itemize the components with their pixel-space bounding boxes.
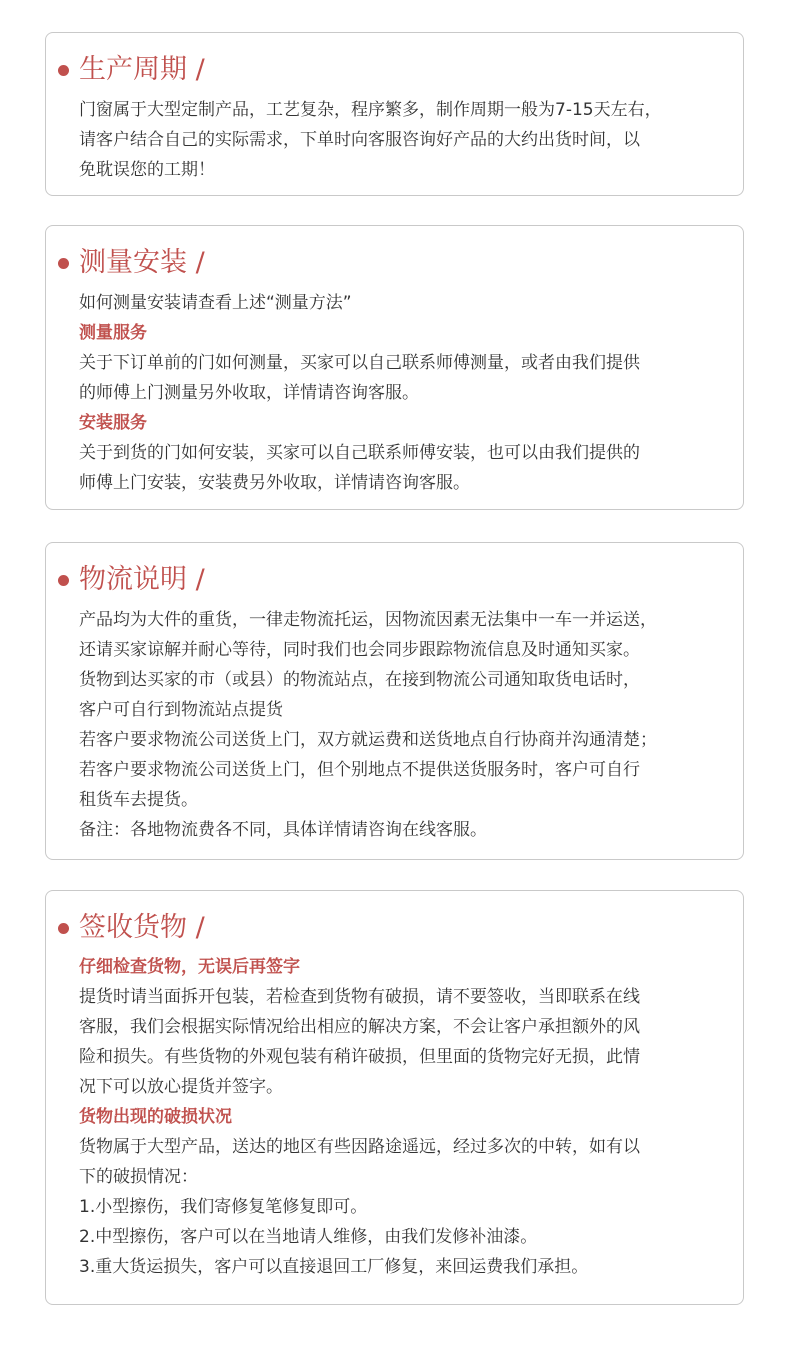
- paragraph-line: 客服，我们会根据实际情况给出相应的解决方案，不会让客户承担额外的风: [79, 1017, 640, 1037]
- bullet-dot-icon: [58, 65, 69, 76]
- section-production-cycle: [45, 32, 744, 196]
- paragraph-line: 的师傅上门测量另外收取，详情请咨询客服。: [79, 383, 419, 403]
- paragraph-line: 客户可自行到物流站点提货: [79, 700, 283, 720]
- paragraph-line: 请客户结合自己的实际需求，下单时向客服咨询好产品的大约出货时间，以: [79, 130, 640, 150]
- section-body: [79, 952, 729, 1282]
- subheading-inspect-goods: 仔细检查货物，无误后再签字: [79, 957, 300, 977]
- paragraph-line: 险和损失。有些货物的外观包装有稍许破损，但里面的货物完好无损，此情: [79, 1047, 640, 1067]
- paragraph-line: 免耽误您的工期！: [79, 160, 215, 180]
- paragraph-line: 况下可以放心提货并签字。: [79, 1077, 283, 1097]
- section-title: 生产周期 /: [79, 54, 205, 85]
- paragraph-line: 提货时请当面拆开包装，若检查到货物有破损，请不要签收，当即联系在线: [79, 987, 640, 1007]
- section-body: [79, 95, 729, 185]
- list-item: 3.重大货运损失，客户可以直接退回工厂修复，来回运费我们承担。: [79, 1257, 589, 1277]
- paragraph-line: 货物属于大型产品，送达的地区有些因路途遥远，经过多次的中转，如有以: [79, 1137, 640, 1157]
- bullet-dot-icon: [58, 923, 69, 934]
- section-title: 测量安装 /: [79, 247, 205, 278]
- bullet-dot-icon: [58, 258, 69, 269]
- subheading-damage-status: 货物出现的破损状况: [79, 1107, 232, 1127]
- paragraph-line: 关于下订单前的门如何测量，买家可以自己联系师傅测量，或者由我们提供: [79, 353, 640, 373]
- paragraph-line: 还请买家谅解并耐心等待，同时我们也会同步跟踪物流信息及时通知买家。: [79, 640, 640, 660]
- section-header: [58, 563, 205, 597]
- paragraph-line: 下的破损情况：: [79, 1167, 198, 1187]
- paragraph-line: 租货车去提货。: [79, 790, 198, 810]
- list-item: 1.小型擦伤，我们寄修复笔修复即可。: [79, 1197, 368, 1217]
- paragraph-line: 货物到达买家的市（或县）的物流站点，在接到物流公司通知取货电话时，: [79, 670, 640, 690]
- paragraph-line: 若客户要求物流公司送货上门，双方就运费和送货地点自行协商并沟通清楚；: [79, 730, 657, 750]
- paragraph-line: 备注：各地物流费各不同，具体详情请咨询在线客服。: [79, 820, 487, 840]
- section-title: 物流说明 /: [79, 564, 205, 595]
- paragraph-line: 产品均为大件的重货，一律走物流托运，因物流因素无法集中一车一并运送，: [79, 610, 657, 630]
- section-header: [58, 246, 205, 280]
- paragraph-line: 关于到货的门如何安装，买家可以自己联系师傅安装，也可以由我们提供的: [79, 443, 640, 463]
- subheading-measure-service: 测量服务: [79, 323, 147, 343]
- paragraph-line: 如何测量安装请查看上述“测量方法”: [79, 293, 352, 313]
- section-receiving: [45, 890, 744, 1305]
- bullet-dot-icon: [58, 575, 69, 586]
- section-measure-install: [45, 225, 744, 510]
- list-item: 2.中型擦伤，客户可以在当地请人维修，由我们发修补油漆。: [79, 1227, 538, 1247]
- section-body: [79, 288, 729, 498]
- paragraph-line: 若客户要求物流公司送货上门，但个别地点不提供送货服务时，客户可自行: [79, 760, 640, 780]
- section-logistics: [45, 542, 744, 860]
- paragraph-line: 门窗属于大型定制产品，工艺复杂，程序繁多，制作周期一般为7-15天左右，: [79, 100, 662, 120]
- section-header: [58, 911, 205, 945]
- section-body: [79, 605, 729, 845]
- section-title: 签收货物 /: [79, 912, 205, 943]
- subheading-install-service: 安装服务: [79, 413, 147, 433]
- section-header: [58, 53, 205, 87]
- paragraph-line: 师傅上门安装，安装费另外收取，详情请咨询客服。: [79, 473, 470, 493]
